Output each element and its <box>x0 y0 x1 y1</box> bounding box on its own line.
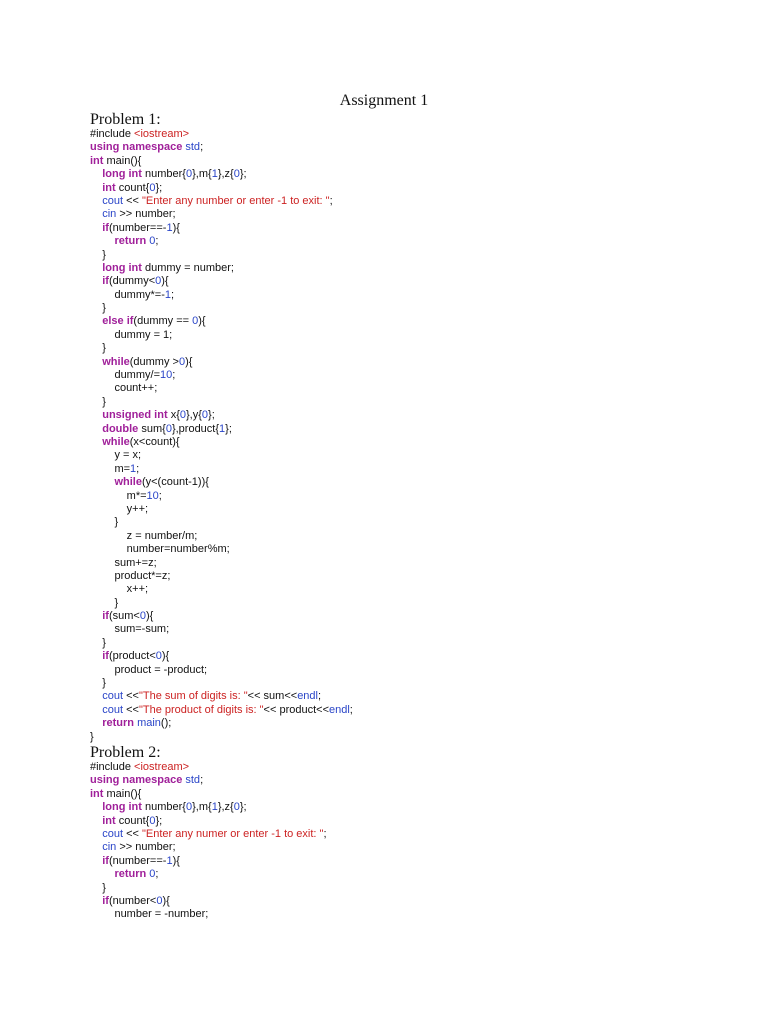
code-token: main(){ <box>106 787 142 800</box>
code-line <box>90 329 353 342</box>
code-line <box>90 761 327 774</box>
code-token: 0 <box>185 801 193 814</box>
code-token: (); <box>160 717 172 730</box>
code-token: long int <box>102 261 145 274</box>
code-token <box>90 868 114 880</box>
code-token <box>90 895 102 907</box>
code-token: number{ <box>145 168 186 181</box>
code-token: if <box>102 650 109 663</box>
code-token <box>90 828 102 840</box>
code-token: },product{ <box>171 422 220 435</box>
code-token: ; <box>171 288 175 301</box>
code-token: "Enter any number or enter -1 to exit: " <box>142 194 330 207</box>
code-line <box>90 262 353 275</box>
code-line <box>90 677 353 690</box>
code-token: }; <box>155 181 163 194</box>
document-title: Assignment 1 <box>339 92 429 109</box>
code-token: } <box>90 730 94 743</box>
code-line <box>90 788 327 801</box>
code-token: 0 <box>155 650 162 663</box>
code-line <box>90 895 327 908</box>
code-token: } <box>90 342 106 355</box>
problem-2-code-block <box>90 761 327 922</box>
code-token: z = number/m; <box>90 529 198 542</box>
code-token: cout <box>102 827 127 840</box>
code-token: long int <box>102 801 145 814</box>
code-line <box>90 128 353 141</box>
code-token: std <box>185 141 201 154</box>
code-token: <iostream> <box>134 128 190 140</box>
code-token <box>90 168 102 180</box>
code-line <box>90 801 327 814</box>
code-line <box>90 841 327 854</box>
code-token: int <box>90 154 107 167</box>
code-token: ){ <box>185 355 193 368</box>
code-line <box>90 774 327 787</box>
code-line <box>90 208 353 221</box>
code-token: }; <box>239 168 247 181</box>
code-token: if <box>102 854 109 867</box>
code-line <box>90 396 353 409</box>
code-line <box>90 423 353 436</box>
code-token: 1 <box>211 168 218 181</box>
code-token: 0 <box>201 409 209 422</box>
code-token: ){ <box>161 275 169 288</box>
code-token: << <box>126 194 142 207</box>
code-token <box>90 275 102 287</box>
code-token: (dummy< <box>108 275 156 288</box>
code-token: << sum<< <box>247 690 298 703</box>
code-token: using namespace <box>90 774 186 787</box>
code-token: cin <box>102 208 120 221</box>
code-token: y++; <box>90 502 149 515</box>
code-token: "Enter any numer or enter -1 to exit: " <box>142 827 324 840</box>
code-token <box>90 815 102 827</box>
code-token: x++; <box>90 583 149 596</box>
code-line <box>90 503 353 516</box>
code-token: } <box>90 248 106 261</box>
code-token <box>90 650 102 662</box>
code-token <box>90 436 102 448</box>
code-token: y = x; <box>90 449 142 462</box>
code-token: "The product of digits is: " <box>138 703 264 716</box>
code-token: int <box>102 181 119 194</box>
code-token: ; <box>136 462 140 475</box>
code-line <box>90 815 327 828</box>
code-token: ){ <box>198 315 206 328</box>
code-token: ){ <box>145 610 154 623</box>
code-token: } <box>90 636 106 649</box>
code-token: ){ <box>161 650 170 663</box>
code-line <box>90 610 353 623</box>
code-token: (number==- <box>108 854 167 867</box>
code-token: unsigned int <box>102 409 171 422</box>
code-token <box>90 409 102 421</box>
code-token: cout <box>102 703 127 716</box>
code-token <box>90 235 114 247</box>
code-line <box>90 449 353 462</box>
code-line <box>90 275 353 288</box>
code-token: 10 <box>160 369 173 382</box>
code-token: 0 <box>155 275 162 288</box>
code-line <box>90 222 353 235</box>
code-token: 0 <box>178 355 186 368</box>
code-token: endl <box>329 703 350 716</box>
code-token: "The sum of digits is: " <box>138 690 248 703</box>
problem-2-heading: Problem 2: <box>90 744 161 761</box>
code-token: sum{ <box>141 422 166 435</box>
code-token: count++; <box>90 382 158 395</box>
code-token: >> number; <box>119 841 176 854</box>
code-token: },z{ <box>217 168 234 181</box>
code-line <box>90 168 353 181</box>
code-token: x{ <box>170 409 180 422</box>
code-token: << <box>126 827 142 840</box>
code-token: std <box>185 774 201 787</box>
code-token: endl <box>297 690 318 703</box>
code-token: 0 <box>149 235 156 248</box>
code-token: return <box>102 717 138 730</box>
code-line <box>90 868 327 881</box>
code-token <box>90 262 102 274</box>
code-line <box>90 690 353 703</box>
code-line <box>90 570 353 583</box>
code-line <box>90 182 353 195</box>
code-token: ; <box>155 868 159 881</box>
code-line <box>90 302 353 315</box>
code-line <box>90 289 353 302</box>
code-token: <iostream> <box>134 761 190 773</box>
code-token: sum+=z; <box>90 556 157 569</box>
code-token: dummy = number; <box>145 261 234 274</box>
code-token: 1 <box>166 221 173 234</box>
code-line <box>90 717 353 730</box>
code-token: << <box>126 703 139 716</box>
code-token: ; <box>200 774 204 787</box>
code-token <box>90 717 102 729</box>
code-line <box>90 436 353 449</box>
code-token: 0 <box>149 868 156 881</box>
code-token: sum=-sum; <box>90 623 170 636</box>
code-token: 1 <box>164 288 172 301</box>
code-token: },z{ <box>217 801 234 814</box>
code-token: if <box>102 275 109 288</box>
code-line <box>90 664 353 677</box>
code-token: 0 <box>179 409 186 422</box>
code-token: 10 <box>146 489 159 502</box>
code-token: if <box>102 221 109 234</box>
code-token: if <box>102 894 109 907</box>
code-token: }; <box>225 422 232 435</box>
code-token <box>90 222 102 234</box>
code-token: ; <box>172 369 176 382</box>
code-token: int <box>102 814 119 827</box>
code-token <box>90 423 102 435</box>
problem-1-heading: Problem 1: <box>90 111 161 128</box>
code-token: } <box>90 302 106 315</box>
code-token: while <box>114 476 142 489</box>
code-line <box>90 731 353 744</box>
code-token: 0 <box>139 610 146 623</box>
code-line <box>90 543 353 556</box>
code-token: cout <box>102 690 127 703</box>
code-token: m= <box>90 462 131 475</box>
code-token: number=number%m; <box>90 543 230 556</box>
code-line <box>90 583 353 596</box>
code-token: (number==- <box>108 221 167 234</box>
code-token: ; <box>349 703 353 716</box>
code-token <box>90 356 102 368</box>
code-token: while <box>102 355 130 368</box>
code-token: (product< <box>108 650 156 663</box>
code-token: >> number; <box>119 208 176 221</box>
code-token: ; <box>329 194 333 207</box>
code-line <box>90 882 327 895</box>
code-token: int <box>90 787 107 800</box>
code-token: (sum< <box>108 610 140 623</box>
code-line <box>90 855 327 868</box>
code-token <box>90 801 102 813</box>
code-token: dummy/= <box>90 369 160 382</box>
code-token: } <box>90 516 119 529</box>
code-line <box>90 557 353 570</box>
code-token: }; <box>155 814 163 827</box>
code-token: cout <box>102 194 127 207</box>
code-token <box>90 855 102 867</box>
code-token: },y{ <box>186 409 202 422</box>
code-token: },m{ <box>192 168 212 181</box>
code-token: 1 <box>219 422 226 435</box>
code-token: ){ <box>162 894 170 907</box>
code-line <box>90 623 353 636</box>
code-token: number = -number; <box>90 908 209 921</box>
code-line <box>90 650 353 663</box>
code-token: ){ <box>172 854 180 867</box>
code-line <box>90 382 353 395</box>
code-token: (dummy == <box>133 315 193 328</box>
code-token: product*=z; <box>90 569 171 582</box>
code-line <box>90 235 353 248</box>
code-token: } <box>90 395 106 408</box>
code-line <box>90 195 353 208</box>
code-token: main(){ <box>106 154 142 167</box>
code-token: using namespace <box>90 141 186 154</box>
code-token: } <box>90 596 119 609</box>
code-token: } <box>90 881 106 894</box>
code-token: m*= <box>90 489 147 502</box>
code-token: 1 <box>211 801 218 814</box>
code-line <box>90 315 353 328</box>
code-token <box>90 182 102 194</box>
code-token: }; <box>239 801 247 814</box>
code-token <box>90 195 102 207</box>
code-line <box>90 490 353 503</box>
problem-1-code-block <box>90 128 353 744</box>
code-token: 0 <box>165 422 172 435</box>
code-token: 1 <box>130 462 137 475</box>
code-token: (y<(count-1)){ <box>141 476 209 489</box>
code-token: 1 <box>166 854 173 867</box>
code-line <box>90 249 353 262</box>
code-token: #include <box>90 128 135 140</box>
code-line <box>90 476 353 489</box>
code-line <box>90 704 353 717</box>
code-token: } <box>90 677 106 690</box>
code-line <box>90 342 353 355</box>
code-line <box>90 530 353 543</box>
code-token: 0 <box>233 801 240 814</box>
code-token: ; <box>200 141 204 154</box>
code-token <box>90 476 114 488</box>
code-token: 0 <box>233 168 240 181</box>
code-token <box>90 841 102 853</box>
code-token: ){ <box>172 221 180 234</box>
code-token <box>90 690 102 702</box>
code-token: count{ <box>118 181 150 194</box>
code-token: (number< <box>108 894 157 907</box>
code-line <box>90 155 353 168</box>
code-token: dummy*=- <box>90 288 165 301</box>
code-line <box>90 908 327 921</box>
code-token: 0 <box>149 814 156 827</box>
code-token: double <box>102 422 142 435</box>
code-token: product = -product; <box>90 663 208 676</box>
code-token: cin <box>102 841 120 854</box>
code-token: ; <box>158 489 162 502</box>
code-token: 0 <box>156 894 163 907</box>
code-token: 0 <box>192 315 199 328</box>
code-token: long int <box>102 168 145 181</box>
code-token: 0 <box>149 181 156 194</box>
code-token <box>90 610 102 622</box>
code-token: ; <box>317 690 322 703</box>
code-token: }; <box>208 409 215 422</box>
code-token: dummy = 1; <box>90 328 173 341</box>
code-token: ; <box>155 235 159 248</box>
code-line <box>90 409 353 422</box>
code-line <box>90 597 353 610</box>
code-token: << product<< <box>263 703 329 716</box>
code-token <box>90 208 102 220</box>
code-token <box>90 315 102 327</box>
code-token: count{ <box>118 814 150 827</box>
code-token: },m{ <box>192 801 212 814</box>
code-token: number{ <box>145 801 186 814</box>
code-line <box>90 516 353 529</box>
code-line <box>90 463 353 476</box>
code-token: while <box>102 435 130 448</box>
code-line <box>90 141 353 154</box>
code-token: #include <box>90 761 135 773</box>
code-token: if <box>102 610 109 623</box>
code-token: (dummy > <box>129 355 179 368</box>
code-line <box>90 828 327 841</box>
code-token: ; <box>323 827 327 840</box>
code-token: << <box>126 690 139 703</box>
code-token: 0 <box>185 168 193 181</box>
code-token: return <box>114 868 150 881</box>
code-token <box>90 704 102 716</box>
code-line <box>90 356 353 369</box>
code-token: main <box>137 717 161 730</box>
code-token: return <box>114 235 150 248</box>
code-token: else if <box>102 315 134 328</box>
code-line <box>90 637 353 650</box>
code-token: (x<count){ <box>129 435 180 448</box>
code-line <box>90 369 353 382</box>
